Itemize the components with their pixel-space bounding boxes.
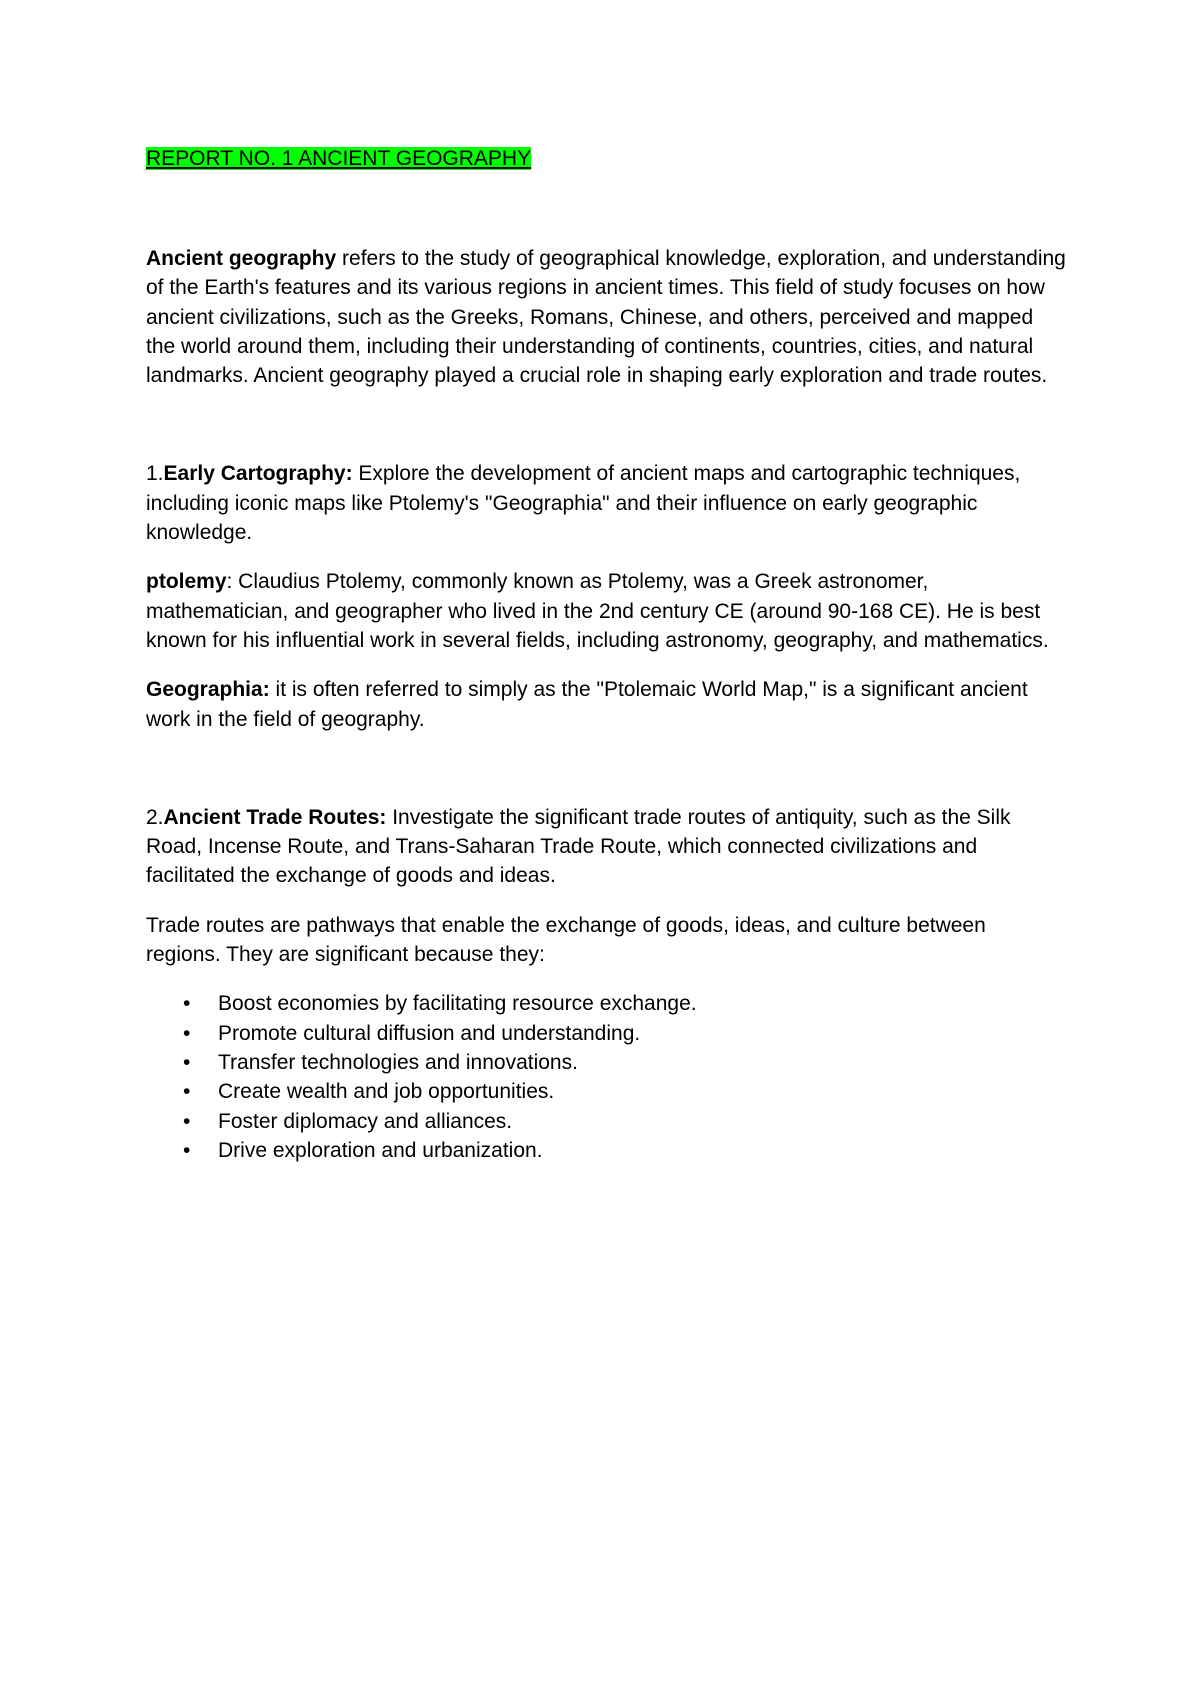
list-item bbox=[146, 1019, 1066, 1048]
intro-text: refers to the study of geographical knowledge, exploration, and understanding of the Earth's features and its various regions in ancient times. This field of study focuses on how ancient civilizations, such as the Greeks, Romans, Chinese, and others, perceived and mapped the world around them, including their understanding of continents, countries, cities, and natural landmarks. Ancient geography played a crucial role in shaping early exploration and trade routes. bbox=[146, 247, 1066, 388]
list-item-text: Create wealth and job opportunities. bbox=[218, 1080, 555, 1104]
bullet-icon: • bbox=[183, 1109, 191, 1133]
list-item-text: Foster diplomacy and alliances. bbox=[218, 1109, 513, 1133]
list-item-text: Boost economies by facilitating resource exchange. bbox=[218, 992, 697, 1016]
geographia-text: it is often referred to simply as the "Ptolemaic World Map," is a significant ancient work in the field of geography. bbox=[146, 678, 1028, 731]
trade-benefits-list bbox=[146, 989, 1066, 1165]
section1-number: 1. bbox=[146, 462, 164, 486]
section2-heading: Ancient Trade Routes: bbox=[163, 805, 387, 829]
list-item-text: Drive exploration and urbanization. bbox=[218, 1138, 543, 1162]
section2-number: 2. bbox=[146, 805, 164, 829]
list-item bbox=[146, 1136, 1066, 1165]
bullet-icon: • bbox=[183, 1021, 191, 1045]
list-item bbox=[146, 1048, 1066, 1077]
trade-routes-intro: Trade routes are pathways that enable the exchange of goods, ideas, and culture between regions. They are significant because they: bbox=[146, 913, 986, 967]
ptolemy-term: ptolemy bbox=[146, 570, 227, 594]
bullet-icon: • bbox=[183, 992, 191, 1016]
intro-paragraph bbox=[146, 244, 1066, 390]
geographia-paragraph bbox=[146, 675, 1066, 734]
document-page bbox=[146, 145, 1066, 1165]
section1-heading: Early Cartography: bbox=[163, 462, 353, 486]
geographia-term: Geographia: bbox=[146, 678, 270, 702]
bullet-icon: • bbox=[183, 1080, 191, 1104]
section-ancient-trade-routes bbox=[146, 803, 1066, 891]
list-item bbox=[146, 1107, 1066, 1136]
section1-text: Explore the development of ancient maps and cartographic techniques, including iconic maps like Ptolemy's "Geographia" and their influence on early geographic knowledge. bbox=[146, 462, 1021, 545]
intro-term: Ancient geography bbox=[146, 247, 337, 270]
list-item-text: Transfer technologies and innovations. bbox=[218, 1050, 578, 1074]
report-title bbox=[146, 145, 1066, 172]
section2-text: Investigate the significant trade routes of antiquity, such as the Silk Road, Incense Route, and Trans-Saharan Trade Route, which connected civilizations and facilitated the exchange of goods and ideas. bbox=[146, 805, 1011, 888]
section-early-cartography bbox=[146, 459, 1066, 547]
list-item-text: Promote cultural diffusion and understanding. bbox=[218, 1021, 641, 1045]
bullet-icon: • bbox=[183, 1138, 191, 1162]
list-item bbox=[146, 1077, 1066, 1106]
ptolemy-text: : Claudius Ptolemy, commonly known as Ptolemy, was a Greek astronomer, mathematician, and geographer who lived in the 2nd century CE (around 90-168 CE). He is best known for his influential work in several fields, including astronomy, geography, and mathematics. bbox=[146, 570, 1049, 652]
list-item bbox=[146, 989, 1066, 1018]
bullet-icon: • bbox=[183, 1050, 191, 1074]
ptolemy-paragraph bbox=[146, 567, 1066, 655]
report-title-highlight: REPORT NO. 1 ANCIENT GEOGRAPHY bbox=[146, 147, 532, 170]
